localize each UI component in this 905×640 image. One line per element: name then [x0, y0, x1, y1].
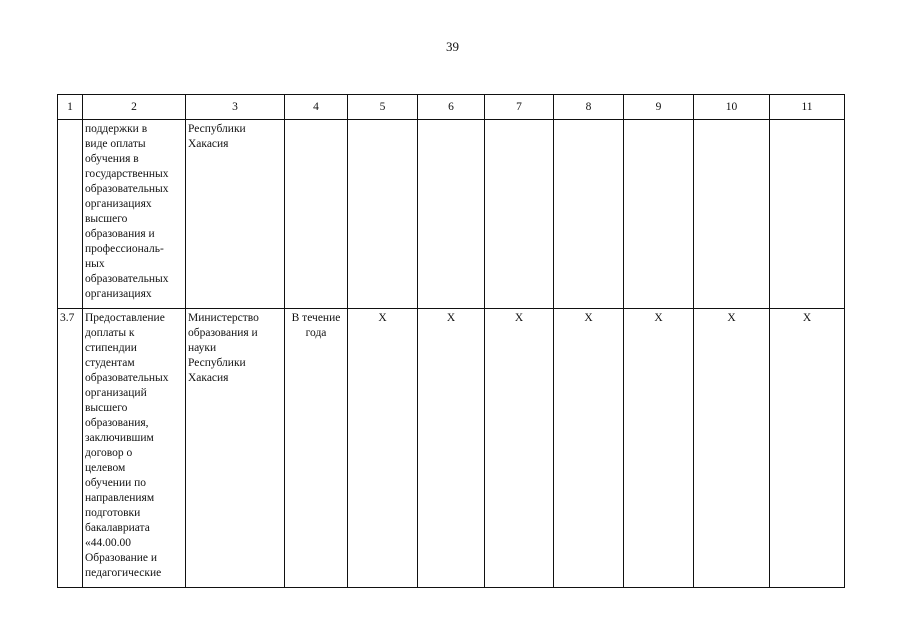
header-cell-3: 3: [186, 95, 285, 120]
header-cell-11: 11: [770, 95, 845, 120]
mark-cell: Х: [418, 309, 485, 588]
row-number-cell: 3.7: [58, 309, 83, 588]
description-cell: поддержки в виде оплаты обучения в государственных образовательных организациях высшего образования и профессиональ- ных образовательных организациях: [83, 120, 186, 309]
empty-cell: [624, 120, 694, 309]
header-cell-1: 1: [58, 95, 83, 120]
mark-cell: Х: [554, 309, 624, 588]
mark-cell: Х: [485, 309, 554, 588]
table-row: [58, 309, 845, 588]
table-row: [58, 120, 845, 309]
header-cell-9: 9: [624, 95, 694, 120]
empty-cell: [348, 120, 418, 309]
empty-cell: [770, 120, 845, 309]
header-row: [58, 95, 845, 120]
description-cell: Предоставление доплаты к стипендии студентам образовательных организаций высшего образования, заключившим договор о целевом обучении по направлениям подготовки бакалавриата «44.00.00 Образование и педагогические: [83, 309, 186, 588]
header-cell-6: 6: [418, 95, 485, 120]
empty-cell: [694, 120, 770, 309]
mark-cell: Х: [348, 309, 418, 588]
executor-cell: Республики Хакасия: [186, 120, 285, 309]
header-cell-10: 10: [694, 95, 770, 120]
empty-cell: [485, 120, 554, 309]
header-cell-8: 8: [554, 95, 624, 120]
mark-cell: Х: [624, 309, 694, 588]
executor-cell: Министерство образования и науки Республики Хакасия: [186, 309, 285, 588]
empty-cell: [554, 120, 624, 309]
plan-table: [57, 94, 845, 588]
header-cell-2: 2: [83, 95, 186, 120]
mark-cell: Х: [770, 309, 845, 588]
empty-cell: [418, 120, 485, 309]
period-cell: В течение года: [285, 309, 348, 588]
header-cell-5: 5: [348, 95, 418, 120]
empty-cell: [285, 120, 348, 309]
header-cell-4: 4: [285, 95, 348, 120]
row-number-cell: [58, 120, 83, 309]
header-cell-7: 7: [485, 95, 554, 120]
mark-cell: Х: [694, 309, 770, 588]
page-number: 39: [446, 39, 459, 54]
